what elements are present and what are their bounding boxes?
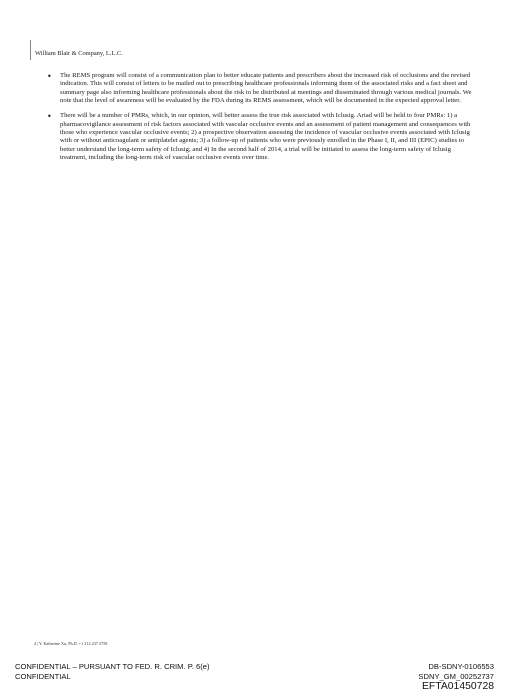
bates-line-2: SDNY_GM_00252737 — [418, 671, 494, 681]
header-rule — [30, 40, 31, 60]
page-footer-note: 4 | Y. Katherine Xu, Ph.D. +1 212 237 2758 — [34, 641, 108, 646]
firm-header: William Blair & Company, L.L.C. — [35, 50, 123, 57]
bates-line-3: EFTA01450728 — [421, 681, 494, 693]
confidential-notice — [15, 662, 210, 682]
bullet-text: The REMS program will consist of a communication plan to better educate patients and prescribers about the increased risk of occlusions and the revised indication. This will consist of letters to be mailed out to prescribing healthcare professionals informing them of the associated risks and a fact sheet and summary page also informing healthcare professionals about the risk to be distributed at meetings and disseminated through various medical journals. We note that the level of awareness will be evaluated by the FDA during its REMS assessment, which will be documented in the expected approval letter. — [60, 72, 472, 105]
bullet-item — [47, 112, 477, 162]
confidential-line-2: CONFIDENTIAL — [15, 672, 71, 681]
bullet-list — [47, 72, 477, 169]
confidential-line-1: CONFIDENTIAL – PURSUANT TO FED. R. CRIM. P. 6(e) — [15, 662, 210, 671]
bullet-icon: • — [47, 72, 52, 81]
bullet-item — [47, 72, 477, 105]
bates-line-1: DB-SDNY-0106553 — [428, 662, 494, 671]
bullet-icon: • — [47, 112, 52, 122]
bullet-text: There will be a number of PMRs, which, in our opinion, will better assess the true risk associated with Iclusig. Ariad will be held to four PMRs: 1) a pharmacovigilance assessment of risk factors associated with vascular occlusive events and an assessment of patient management and consequences with those who experience vascular occlusive events; 2) a prospective observation assessing the incidence of vascular occlusive events associated with Iclusig with or without anticoagulant or antiplatelet agents; 3) a follow-up of patients who were previously enrolled in the Phase I, II, and III (EPIC) studies to better understand the long-term safety of Iclusig; and 4) In the second half of 2014, a trial will be initiated to assess the long-term safety of Iclusig treatment, including the long-term risk of vascular occlusive events over time. — [60, 112, 471, 162]
bates-numbers — [418, 662, 494, 692]
